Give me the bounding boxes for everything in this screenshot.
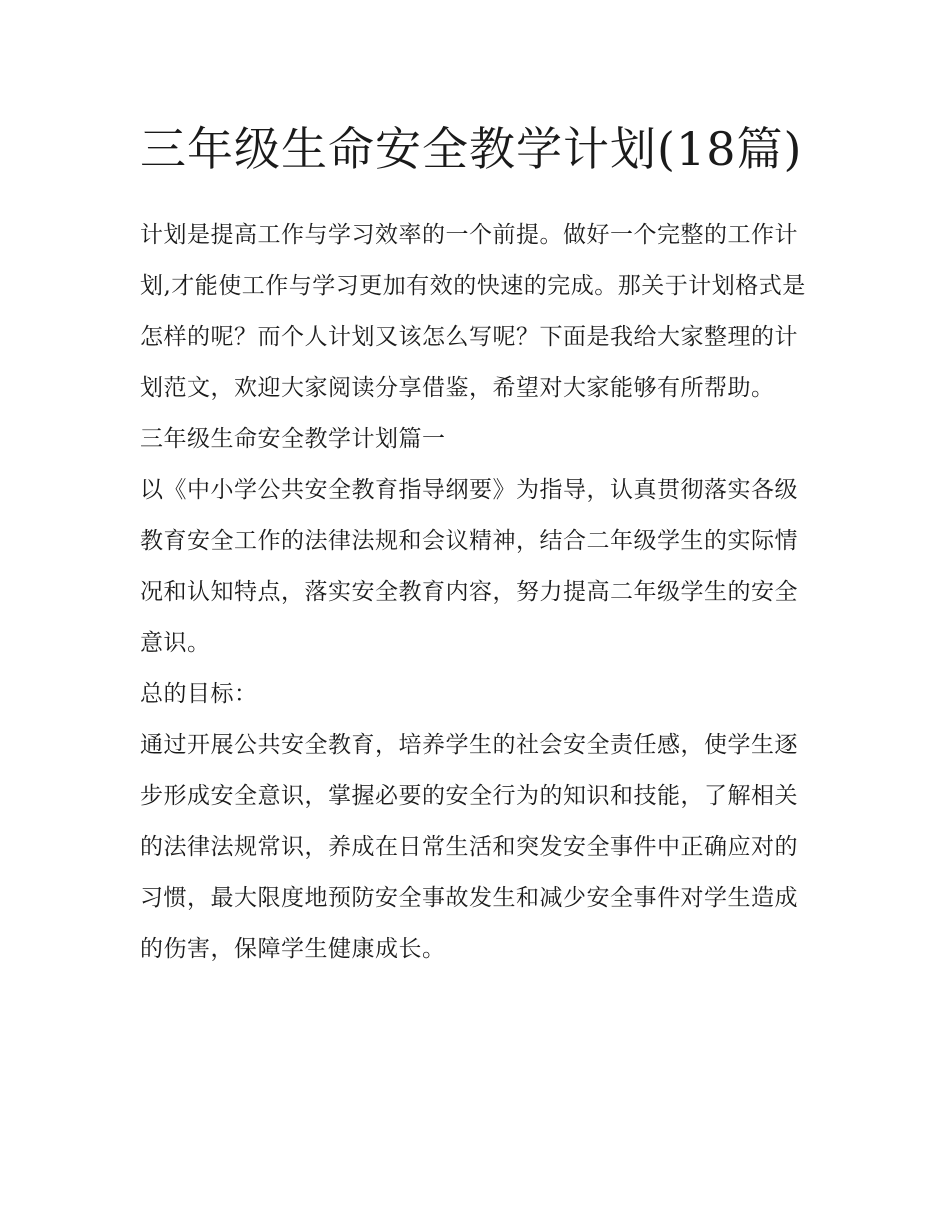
goal-label: 总的目标： (140, 681, 258, 707)
goal-paragraph: 通过开展公共安全教育，培养学生的社会安全责任感，使学生逐步形成安全意识，掌握必要的安全行为的知识和技能，了解相关的法律法规常识，养成在日常生活和突发安全事件中正确应对的习惯，最大限度地预防安全事故发生和减少安全事件对学生造成的伤害，保障学生健康成长。 (140, 732, 798, 962)
intro-paragraph: 计划是提高工作与学习效率的一个前提。做好一个完整的工作计划,才能使工作与学习更加有效的快速的完成。那关于计划格式是怎样的呢？而个人计划又该怎么写呢？下面是我给大家整理的计划范文，欢迎大家阅读分享借鉴，希望对大家能够有所帮助。 (140, 222, 806, 401)
section-heading: 三年级生命安全教学计划篇一 (140, 426, 446, 452)
document-title: 三年级生命安全教学计划(18篇) (140, 122, 803, 176)
document-page (140, 112, 820, 975)
guidance-paragraph: 以《中小学公共安全教育指导纲要》为指导，认真贯彻落实各级教育安全工作的法律法规和会议精神，结合二年级学生的实际情况和认知特点，落实安全教育内容，努力提高二年级学生的安全意识。 (140, 477, 798, 656)
